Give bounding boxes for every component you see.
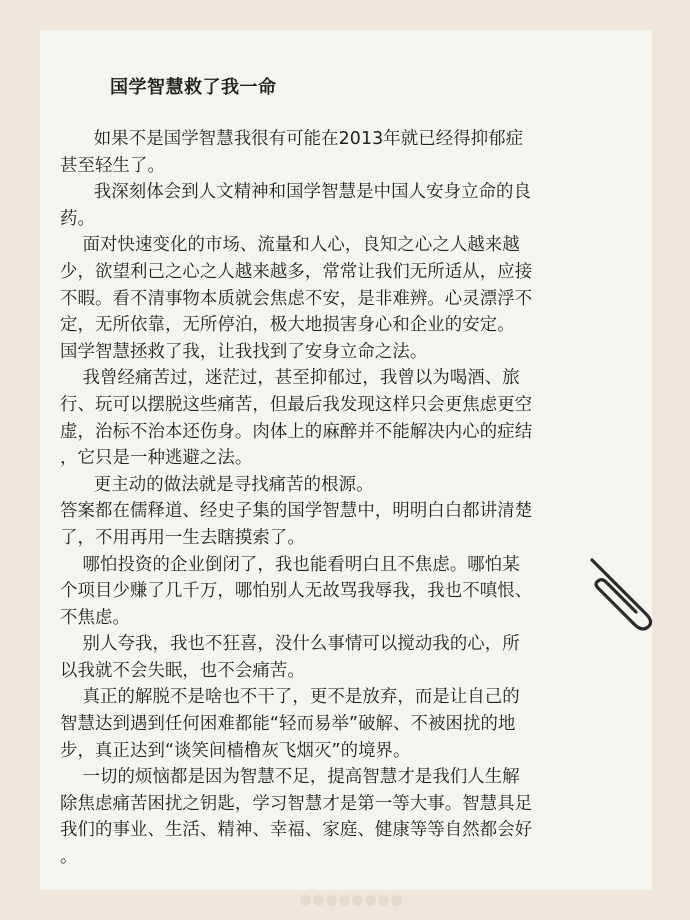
text-line: 个项目少赚了几千万，哪怕别人无故骂我辱我，我也不嗔恨、: [60, 581, 533, 602]
text-line: 我深刻体会到人文精神和国学智慧是中国人安身立命的良: [60, 182, 532, 203]
text-line: 步，真正达到“谈笑间樯橹灰飞烟灭”的境界。: [60, 740, 411, 761]
text-line: 虚，治标不治本还伤身。肉体上的麻醉并不能解决内心的症结: [60, 421, 533, 442]
text-line: 甚至轻生了。: [60, 155, 165, 176]
text-line: 不暇。看不清事物本质就会焦虑不安，是非难辨。心灵漂浮不: [60, 288, 533, 309]
text-line: 一切的烦恼都是因为智慧不足，提高智慧才是我们人生解: [60, 767, 520, 788]
text-line: 行、玩可以摆脱这些痛苦，但最后我发现这样只会更焦虑更空: [60, 394, 533, 415]
paperclip-icon: [584, 552, 664, 632]
document-title: 国学智慧救了我一命: [110, 77, 277, 98]
text-line: 更主动的做法就是寻找痛苦的根源。: [60, 474, 374, 495]
text-line: 。: [60, 847, 78, 868]
text-line: 药。: [60, 208, 95, 229]
text-line: 定，无所依靠，无所停泊，极大地损害身心和企业的安定。: [60, 315, 515, 336]
weibo-watermark-icon: [300, 895, 402, 906]
text-line: 如果不是国学智慧我很有可能在2013年就已经得抑郁症: [60, 129, 524, 149]
text-line: 答案都在儒释道、经史子集的国学智慧中，明明白白都讲清楚: [60, 501, 533, 522]
text-line: 我曾经痛苦过，迷茫过，甚至抑郁过，我曾以为喝酒、旅: [60, 368, 520, 389]
text-line: ，它只是一种逃避之法。: [60, 448, 253, 469]
text-line: 不焦虑。: [60, 607, 130, 628]
text-line: 我们的事业、生活、精神、幸福、家庭、健康等等自然都会好: [60, 820, 533, 841]
text-line: 了，不用再用一生去瞎摸索了。: [60, 527, 305, 548]
text-line: 以我就不会失眠，也不会痛苦。: [60, 660, 305, 681]
document-body: [60, 126, 636, 871]
text-line: 面对快速变化的市场、流量和人心，良知之心之人越来越: [60, 235, 520, 256]
text-line: 哪怕投资的企业倒闭了，我也能看明白且不焦虑。哪怕某: [60, 554, 520, 575]
text-line: 国学智慧拯救了我，让我找到了安身立命之法。: [60, 341, 428, 362]
text-line: 智慧达到遇到任何困难都能“轻而易举”破解、不被困扰的地: [60, 714, 516, 735]
text-line: 除焦虑痛苦困扰之钥匙，学习智慧才是第一等大事。智慧具足: [60, 793, 533, 814]
text-line: 别人夸我，我也不狂喜，没什么事情可以搅动我的心，所: [60, 634, 520, 655]
text-line: 少，欲望利己之心之人越来越多，常常让我们无所适从，应接: [60, 261, 533, 282]
text-line: 真正的解脱不是啥也不干了，更不是放弃，而是让自己的: [60, 687, 520, 708]
